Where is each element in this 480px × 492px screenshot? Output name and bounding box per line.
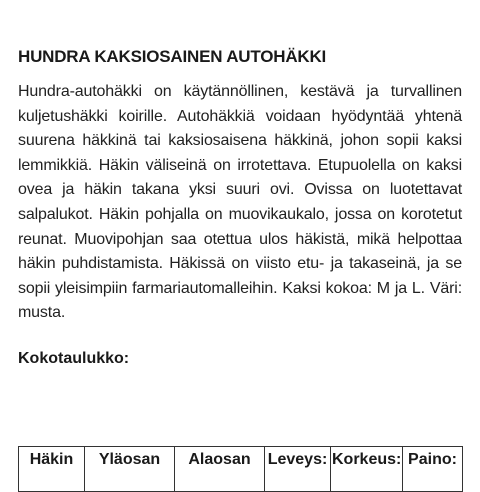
size-table-header-row <box>19 447 463 492</box>
size-table-header-height: Korkeus: <box>331 447 403 492</box>
product-description: Hundra-autohäkki on käytännöllinen, kestävä ja turvallinen kuljetushäkki koirille. Autohäkkiä voidaan hyödyntää yhtenä suurena häkkinä tai kaksiosaisena häkkinä, johon sopii kaksi lemmikkiä. Häkin väliseinä on irrotettava. Etupuolella on kaksi ovea ja häkin takana yksi suuri ovi. Ovissa on luotettavat salpalukot. Häkin pohjalla on muovikaukalo, jossa on korotetut reunat. Muovipohjan saa otettua ulos häkistä, mikä helpottaa häkin puhdistamista. Häkissä on viisto etu- ja takaseinä, ja se sopii yleisimpiin farmariautomalleihin. Kaksi kokoa: M ja L. Väri: musta. <box>18 83 462 322</box>
size-table-header-weight: Paino: <box>403 447 463 492</box>
size-table-header-width: Leveys: <box>265 447 331 492</box>
size-table-header-upper: Yläosan <box>85 447 175 492</box>
size-table-heading: Kokotaulukko: <box>18 349 130 367</box>
size-table <box>18 446 463 492</box>
size-table-header-lower: Alaosan <box>175 447 265 492</box>
size-table-header-cage: Häkin <box>19 447 85 492</box>
product-title: HUNDRA KAKSIOSAINEN AUTOHÄKKI <box>18 47 327 66</box>
product-article <box>18 46 462 370</box>
